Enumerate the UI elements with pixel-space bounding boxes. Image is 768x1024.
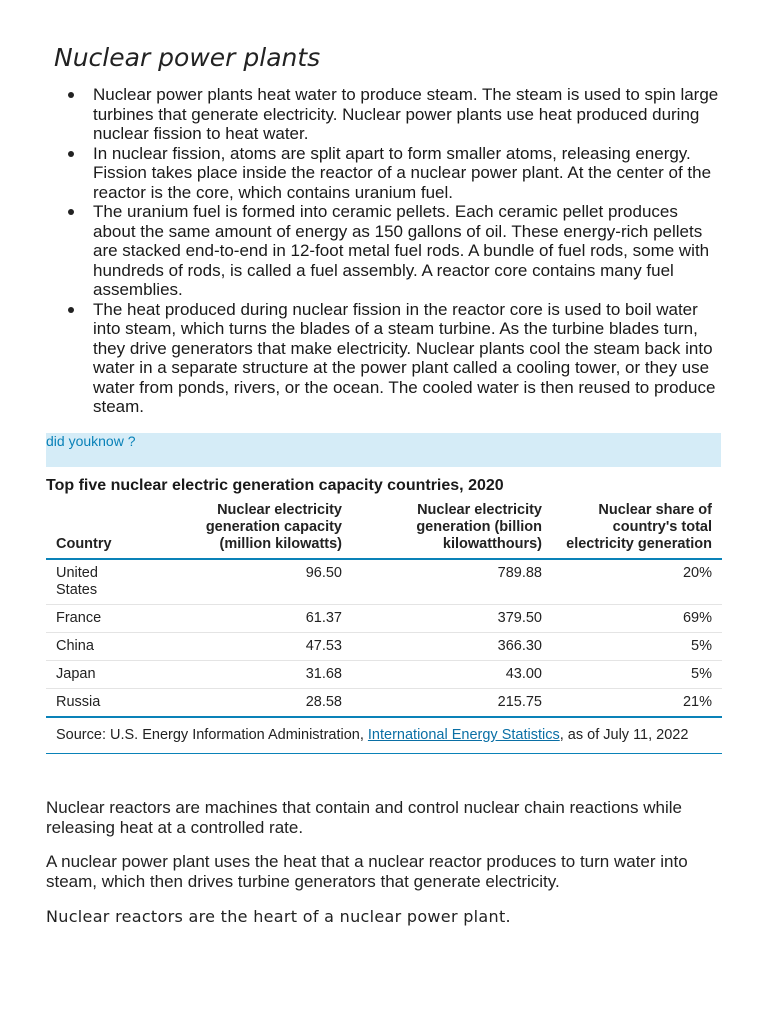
table-header-row	[46, 500, 722, 559]
table-row	[46, 633, 722, 661]
bullet-dot-icon	[68, 209, 74, 215]
cell-country: United States	[46, 559, 152, 605]
source-prefix: Source: U.S. Energy Information Administration,	[56, 727, 368, 743]
list-item-text: Nuclear power plants heat water to produce steam. The steam is used to spin large turbines that generate electricity. Nuclear power plants use heat produced during nuclear fission to heat water.	[93, 85, 719, 143]
table-row	[46, 605, 722, 633]
column-header-share: Nuclear share of country's total electricity generation	[552, 500, 722, 559]
did-you-know-label[interactable]: did youknow ?	[46, 433, 136, 449]
list-item-text: The heat produced during nuclear fission in the reactor core is used to boil water into steam, which turns the blades of a steam turbine. As the turbine blades turn, they drive generators that make electricity. Nuclear plants cool the steam back into water in a separate structure at the power plant called a cooling tower, or they use water from ponds, rivers, or the ocean. The cooled water is then reused to produce steam.	[93, 299, 716, 416]
did-you-know-callout[interactable]	[46, 433, 721, 467]
table-row	[46, 689, 722, 718]
cell-generation: 366.30	[352, 633, 552, 661]
cell-capacity: 47.53	[152, 633, 352, 661]
cell-generation: 789.88	[352, 559, 552, 605]
cell-capacity: 31.68	[152, 661, 352, 689]
cell-share: 20%	[552, 559, 722, 605]
paragraph-reactors-definition: Nuclear reactors are machines that contain and control nuclear chain reactions while releasing heat at a controlled rate.	[46, 798, 682, 837]
table-title: Top five nuclear electric generation capacity countries, 2020	[46, 477, 504, 494]
paragraph-reactors-heart: Nuclear reactors are the heart of a nuclear power plant.	[46, 907, 511, 926]
cell-country: Japan	[46, 661, 152, 689]
column-header-generation: Nuclear electricity generation (billion kilowatthours)	[352, 500, 552, 559]
list-item-text: The uranium fuel is formed into ceramic pellets. Each ceramic pellet produces about the same amount of energy as 150 gallons of oil. These energy-rich pellets are stacked end-to-end in 12-foot metal fuel rods. A bundle of fuel rods, some with hundreds of rods, is called a fuel assembly. A reactor core contains many fuel assemblies.	[93, 202, 710, 299]
cell-generation: 43.00	[352, 661, 552, 689]
paragraph-power-plant-heat: A nuclear power plant uses the heat that a nuclear reactor produces to turn water into steam, which then drives turbine generators that generate electricity.	[46, 852, 688, 891]
page-title: Nuclear power plants	[54, 43, 321, 72]
international-energy-statistics-link[interactable]: International Energy Statistics	[367, 727, 560, 743]
cell-generation: 215.75	[352, 689, 552, 718]
cell-share: 69%	[552, 605, 722, 633]
cell-share: 21%	[552, 689, 722, 718]
source-suffix: , as of July 11, 2022	[559, 727, 689, 743]
bullet-dot-icon	[68, 307, 74, 313]
bullet-dot-icon	[68, 151, 74, 157]
cell-country: Russia	[46, 689, 152, 718]
table-source-note	[46, 718, 722, 754]
list-item	[93, 300, 724, 417]
column-header-capacity: Nuclear electricity generation capacity (million kilowatts)	[152, 500, 352, 559]
list-item	[93, 144, 724, 203]
cell-capacity: 96.50	[152, 559, 352, 605]
list-item	[93, 85, 724, 144]
cell-capacity: 61.37	[152, 605, 352, 633]
bullet-list	[56, 85, 724, 417]
cell-share: 5%	[552, 661, 722, 689]
cell-country: France	[46, 605, 152, 633]
capacity-table	[46, 500, 722, 718]
list-item-text: In nuclear fission, atoms are split apart to form smaller atoms, releasing energy. Fission takes place inside the reactor of a nuclear power plant. At the center of the reactor is the core, which contains uranium fuel.	[93, 143, 712, 202]
column-header-country: Country	[46, 500, 152, 559]
table-row	[46, 661, 722, 689]
cell-country: China	[46, 633, 152, 661]
cell-generation: 379.50	[352, 605, 552, 633]
list-item	[93, 202, 724, 300]
cell-share: 5%	[552, 633, 722, 661]
cell-capacity: 28.58	[152, 689, 352, 718]
table-row	[46, 559, 722, 605]
bullet-dot-icon	[68, 92, 74, 98]
